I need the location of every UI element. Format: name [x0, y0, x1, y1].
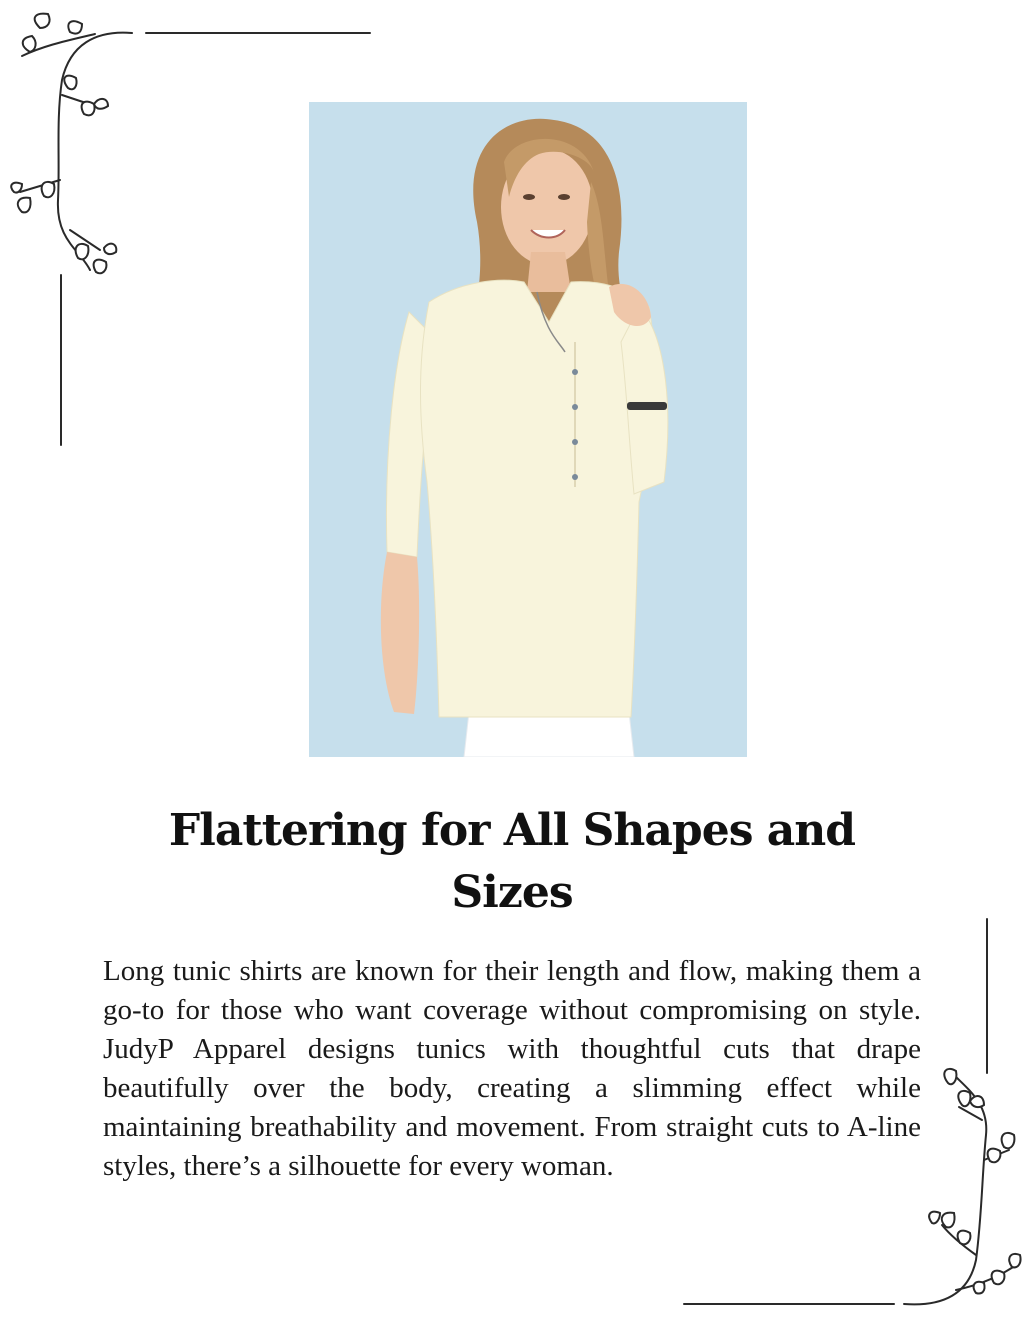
vine-corner-bottom-right-icon [664, 915, 1024, 1325]
body-paragraph: Long tunic shirts are known for their length and flow, making them a go-to for those who want coverage without compromising on style. JudyP Apparel designs tunics with thoughtful cuts that drape beautifully over the body, creating a slimming effect while maintaining breathability and movement. From straight cuts to A-line styles, there’s a silhouette for every woman. [103, 955, 921, 1182]
page-title: Flattering for All Shapes and Sizes [168, 805, 856, 918]
product-photo [309, 102, 747, 757]
tunic-model-image [309, 102, 747, 757]
